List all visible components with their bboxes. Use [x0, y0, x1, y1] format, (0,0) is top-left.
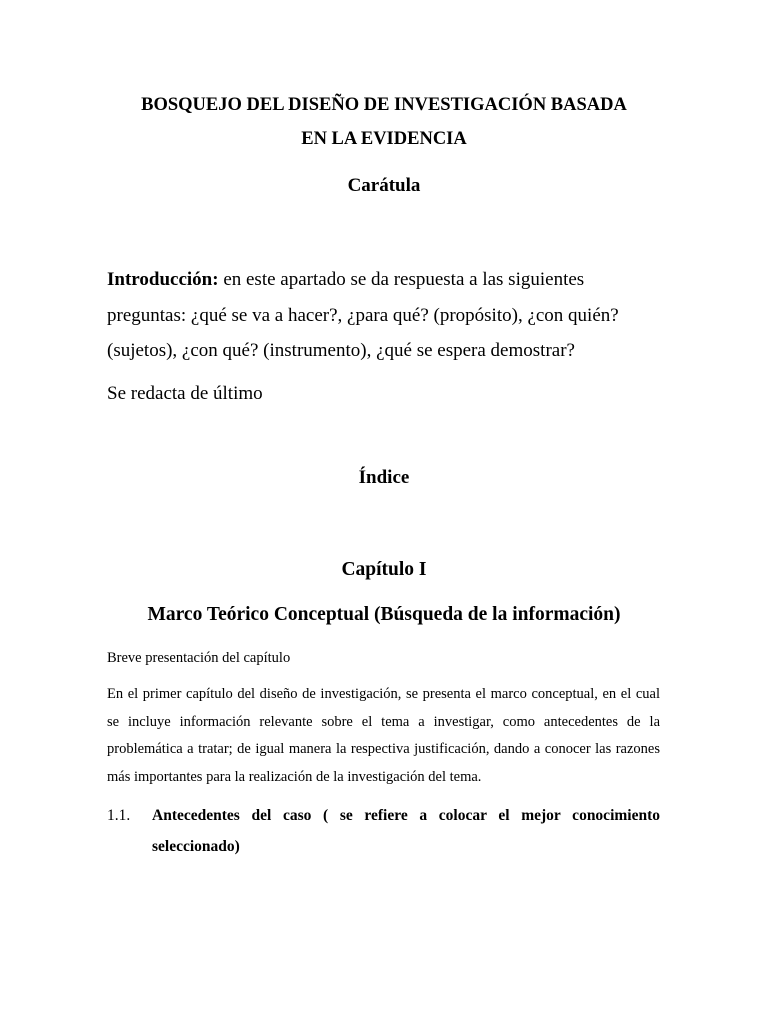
document-title: [60, 88, 708, 156]
chapter-subtitle: Marco Teórico Conceptual (Búsqueda de la información): [147, 604, 621, 625]
chapter-intro-paragraph: En el primer capítulo del diseño de investigación, se presenta el marco conceptual, en el cual se incluye información relevante sobre el tema a investigar, como antecedentes de la problemática a tratar; de igual manera la respectiva justificación, dando a conocer las razones más importantes para la realización de la investigación del tema.: [107, 686, 660, 785]
caratula-heading: Carátula: [347, 175, 421, 196]
introduction-paragraph: [107, 262, 667, 369]
redacta-note: Se redacta de último: [107, 383, 263, 404]
section-1-1: [107, 800, 660, 862]
section-heading: Antecedentes del caso ( se refiere a colocar el mejor conocimiento seleccionado): [152, 807, 660, 855]
document-title-line-1: BOSQUEJO DEL DISEÑO DE INVESTIGACIÓN BASADA: [141, 95, 627, 115]
introduction-label: Introducción:: [107, 269, 219, 290]
document-title-line-2: EN LA EVIDENCIA: [301, 129, 467, 149]
section-number: 1.1.: [107, 807, 131, 824]
chapter-brief-label: Breve presentación del capítulo: [107, 650, 291, 666]
indice-heading: Índice: [358, 467, 410, 488]
introduction-text: en este apartado se da respuesta a las siguientes preguntas: ¿qué se va a hacer?, ¿para qué? (propósito), ¿con quién? (sujetos), ¿con qué? (instrumento), ¿qué se espera demostrar?: [107, 269, 619, 361]
chapter-heading: Capítulo I: [341, 559, 427, 580]
